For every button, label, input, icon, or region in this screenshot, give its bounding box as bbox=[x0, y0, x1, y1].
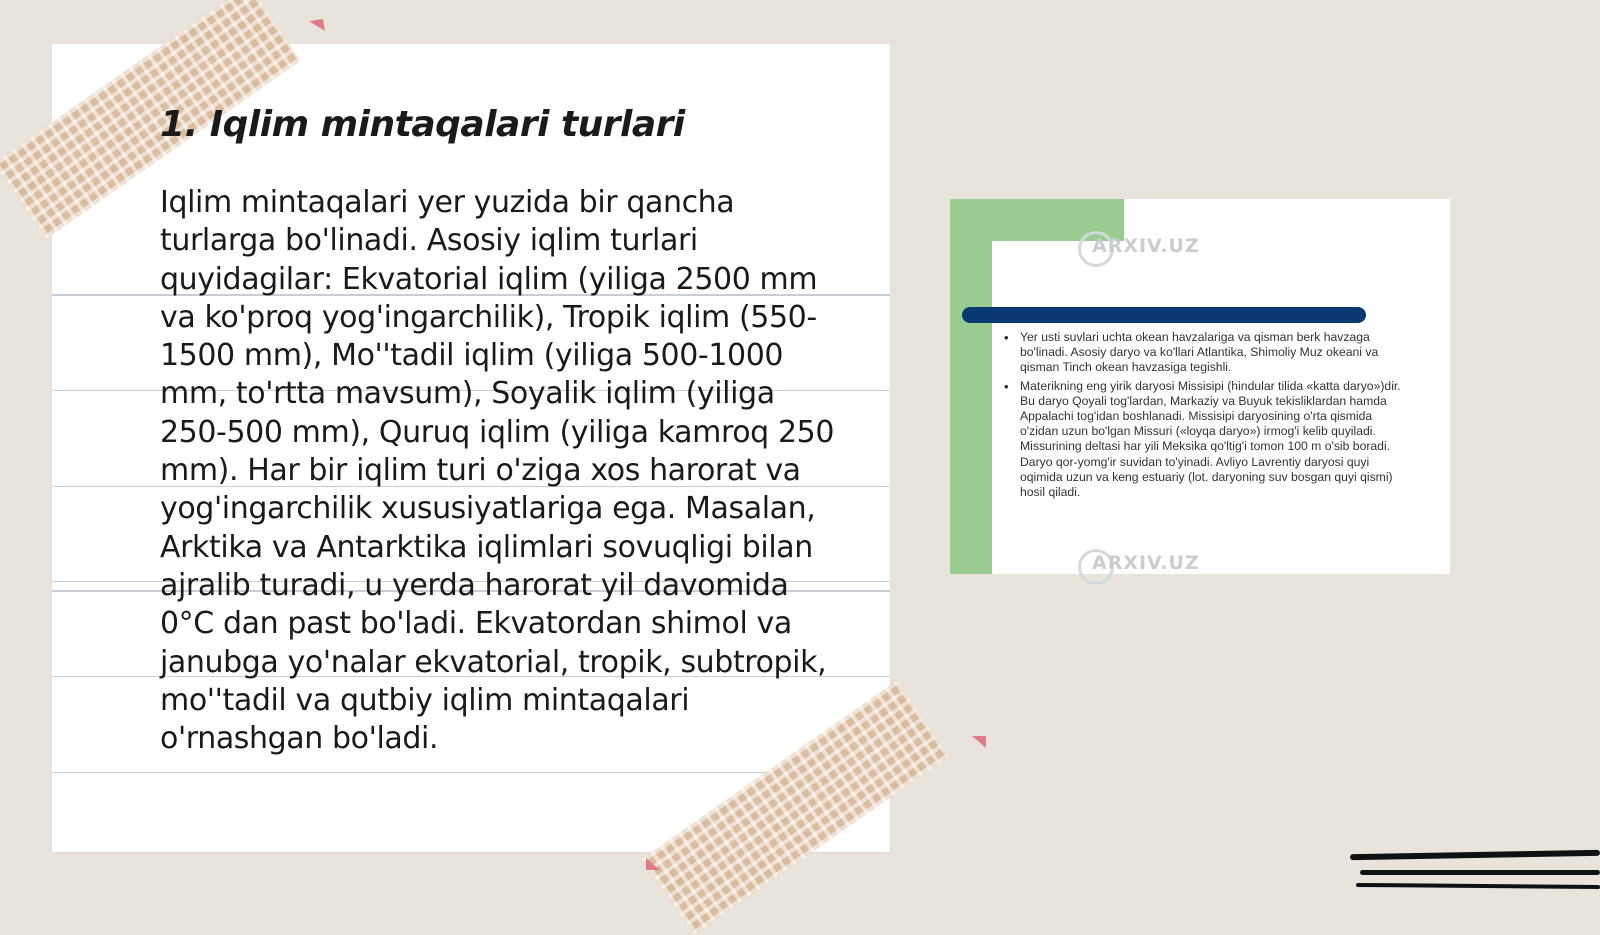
slide-bullet-item: • Materikning eng yirik daryosi Missisipi (hindular tilida «katta daryo»)dir. Bu daryo Qoyali tog'lardan, Markaziy va Buyuk tekisliklardan hamda Appalachi tog'idan boshlanadi. Missisipi daryosining o'rta qismida o'zidan uzun bo'lgan Missuri («loyqa daryo») irmog'i kelib quyiladi. Missurining deltasi har yili Meksika qo'ltig'i tomon 100 m o'sib boradi. Daryo qor-yomg'ir suvidan to'yinadi. Avliyo Lavrentiy daryosi quyi oqimida uzun va keng estuariy (lot. daryoning suv bosgan quyi qismi) hosil qiladi. bbox=[1006, 379, 1406, 501]
section-body-text: Iqlim mintaqalari yer yuzida bir qancha turlarga bo'linadi. Asosiy iqlim turlari quyidagilar: Ekvatorial iqlim (yiliga 2500 mm va ko'proq yog'ingarchilik), Tropik iqlim (550-1500 mm), Mo''tadil iqlim (yiliga 500-1000 mm, to'rtta mavsum), Soyalik iqlim (yiliga 250-500 mm), Quruq iqlim (yiliga kamroq 250 mm). Har bir iqlim turi o'ziga xos harorat va yog'ingarchilik xususiyatlariga ega. Masalan, Arktika va Antarktika iqlimlari sovuqligi bilan ajralib turadi, u yerda harorat yil davomida 0°C dan past bo'ladi. Ekvatordan shimol va janubga yo'nalar ekvatorial, tropik, subtropik, mo''tadil va qutbiy iqlim mintaqalari o'rnashgan bo'ladi. bbox=[160, 185, 835, 757]
slide-bullet-item: • Yer usti suvlari uchta okean havzalariga va qisman berk havzaga bo'linadi. Asosiy daryo va ko'llari Atlantika, Shimoliy Muz okeani va qisman Tinch okean havzasiga tegishli. bbox=[1006, 330, 1406, 376]
slide-green-frame bbox=[950, 199, 992, 574]
tape-corner-marker bbox=[972, 736, 986, 748]
slide-title-bar bbox=[962, 307, 1366, 323]
tape-corner-marker bbox=[309, 19, 325, 33]
watermark-text: ARXIV.UZ bbox=[1092, 552, 1200, 574]
brush-stroke-decoration bbox=[1356, 883, 1600, 889]
tape-corner-marker bbox=[646, 858, 660, 870]
slide-bullet-list bbox=[1006, 330, 1406, 503]
section-title: 1. Iqlim mintaqalari turlari bbox=[160, 104, 685, 145]
brush-stroke-decoration bbox=[1360, 870, 1600, 875]
brush-stroke-decoration bbox=[1350, 850, 1600, 860]
watermark-text: ARXIV.UZ bbox=[1092, 235, 1200, 257]
embedded-slide-image bbox=[950, 199, 1450, 574]
